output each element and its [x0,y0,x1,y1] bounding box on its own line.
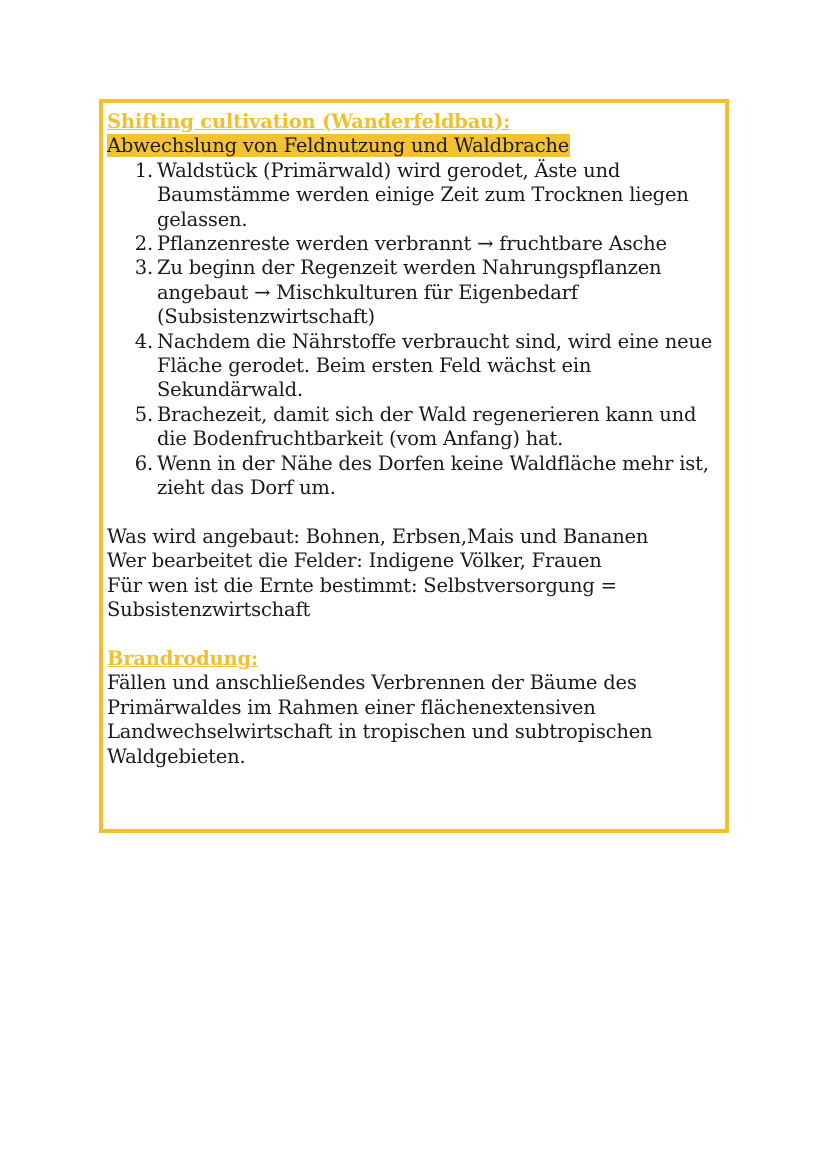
list-item-text: Zu beginn der Regenzeit werden Nahrungspflanzen angebaut → Mischkulturen für Eigenbedarf (Subsistenzwirtschaft) [157,256,662,329]
document-body [107,110,727,769]
list-item-text: Waldstück (Primärwald) wird gerodet, Äste und Baumstämme werden einige Zeit zum Trocknen liegen gelassen. [157,158,689,231]
fact-crops: Was wird angebaut: Bohnen, Erbsen,Mais und Bananen [107,524,649,548]
list-item [134,232,727,256]
steps-list [107,159,727,501]
fact-harvest-purpose: Für wen ist die Ernte bestimmt: Selbstversorgung = [107,573,617,597]
list-item-number: 6. [134,451,153,475]
list-item-number: 1. [134,158,153,182]
highlighted-subheading: Abwechslung von Feldnutzung und Waldbrache [107,134,570,158]
spacer [107,501,727,525]
fact-harvest-purpose-cont: Subsistenzwirtschaft [107,598,311,622]
list-item [134,329,727,403]
list-item [134,402,727,452]
section-subheading [107,134,727,158]
list-item-number: 2. [134,232,153,256]
section-heading-brandrodung: Brandrodung: [107,646,258,670]
spacer [107,623,727,647]
list-item [134,256,727,329]
list-item [134,158,727,232]
list-item-text: Nachdem die Nährstoffe verbraucht sind, wird eine neue Fläche gerodet. Beim ersten Feld wächst ein Sekundärwald. [157,329,713,402]
section-heading-shifting-cultivation: Shifting cultivation (Wanderfeldbau): [107,110,511,133]
list-item-number: 5. [134,402,153,426]
list-item-text: Pflanzenreste werden verbrannt → fruchtbare Asche [157,232,667,256]
list-item-number: 3. [134,256,153,280]
list-item-text: Brachezeit, damit sich der Wald regenerieren kann und die Bodenfruchtbarkeit (vom Anfang) hat. [157,402,697,451]
list-item-number: 4. [134,329,153,353]
list-item-text: Wenn in der Nähe des Dorfen keine Waldfläche mehr ist, zieht das Dorf um. [157,451,709,500]
list-item [134,451,727,501]
brandrodung-definition: Fällen und anschließendes Verbrennen der Bäume des Primärwaldes im Rahmen einer flächenextensiven Landwechselwirtschaft in tropischen und subtropischen Waldgebieten. [107,671,653,768]
fact-workers: Wer bearbeitet die Felder: Indigene Völker, Frauen [107,549,602,573]
